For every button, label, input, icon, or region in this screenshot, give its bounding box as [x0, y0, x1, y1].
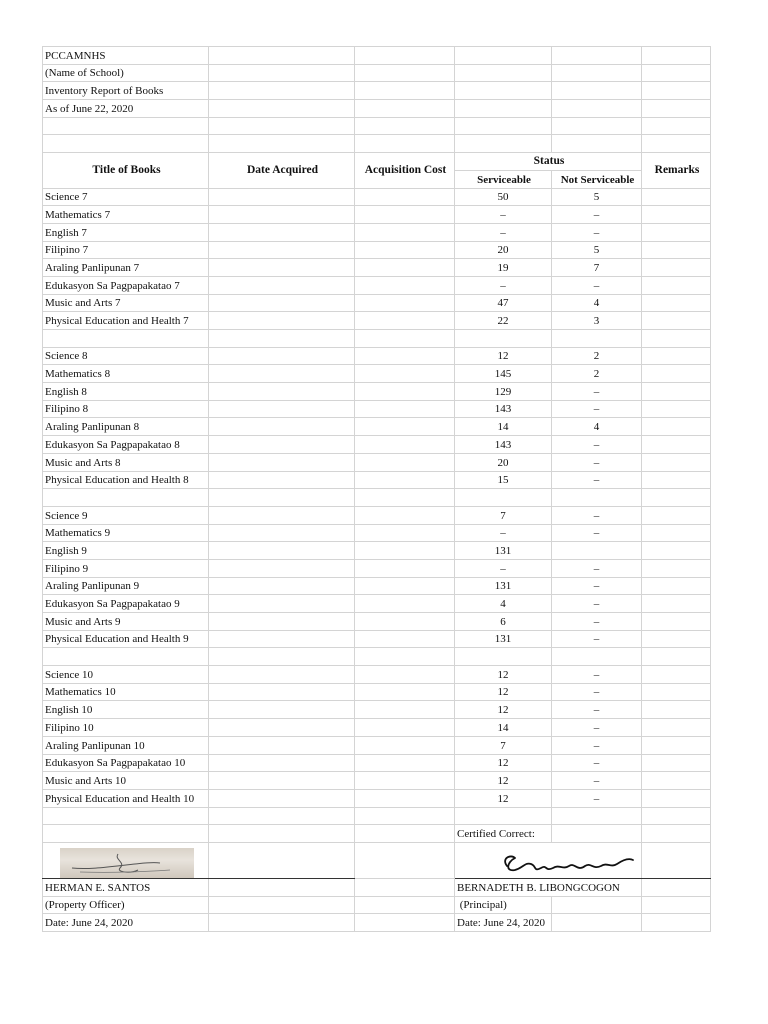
acquisition-cost-cell: [355, 559, 455, 577]
date-acquired-cell: [209, 347, 355, 365]
acquisition-cost-cell: [355, 453, 455, 471]
school-caption: (Name of School): [43, 64, 209, 82]
remarks-cell: [642, 542, 711, 560]
serviceable-count: 19: [455, 259, 552, 277]
remarks-cell: [642, 347, 711, 365]
col-status-header: Status: [455, 153, 642, 171]
remarks-cell: [642, 524, 711, 542]
date-acquired-cell: [209, 453, 355, 471]
remarks-cell: [642, 471, 711, 489]
remarks-cell: [642, 418, 711, 436]
remarks-cell: [642, 400, 711, 418]
table-row: [43, 719, 711, 737]
serviceable-count: 47: [455, 294, 552, 312]
book-title: English 7: [43, 223, 209, 241]
date-acquired-cell: [209, 666, 355, 684]
book-title: Edukasyon Sa Pagpapakatao 9: [43, 595, 209, 613]
acquisition-cost-cell: [355, 276, 455, 294]
not-serviceable-count: –: [552, 719, 642, 737]
col-serviceable-header: Serviceable: [455, 170, 552, 188]
not-serviceable-count: –: [552, 206, 642, 224]
serviceable-count: 143: [455, 400, 552, 418]
remarks-cell: [642, 559, 711, 577]
acquisition-cost-cell: [355, 630, 455, 648]
inventory-sheet: [42, 46, 711, 932]
table-row: [43, 223, 711, 241]
date-acquired-cell: [209, 276, 355, 294]
principal-role: (Principal): [455, 896, 552, 914]
serviceable-count: 131: [455, 630, 552, 648]
date-acquired-cell: [209, 789, 355, 807]
date-acquired-cell: [209, 701, 355, 719]
remarks-cell: [642, 736, 711, 754]
table-row: [43, 436, 711, 454]
serviceable-count: 7: [455, 736, 552, 754]
col-date-header: Date Acquired: [209, 153, 355, 188]
table-row: [43, 206, 711, 224]
acquisition-cost-cell: [355, 524, 455, 542]
acquisition-cost-cell: [355, 577, 455, 595]
certified-correct: Certified Correct:: [455, 825, 552, 843]
date-acquired-cell: [209, 772, 355, 790]
date-acquired-cell: [209, 471, 355, 489]
serviceable-count: 129: [455, 383, 552, 401]
serviceable-count: –: [455, 206, 552, 224]
acquisition-cost-cell: [355, 754, 455, 772]
remarks-cell: [642, 789, 711, 807]
serviceable-count: 14: [455, 719, 552, 737]
remarks-cell: [642, 754, 711, 772]
principal-signature: [497, 848, 637, 878]
date-acquired-cell: [209, 418, 355, 436]
serviceable-count: 14: [455, 418, 552, 436]
not-serviceable-count: 2: [552, 347, 642, 365]
serviceable-count: 12: [455, 701, 552, 719]
serviceable-count: 12: [455, 789, 552, 807]
remarks-cell: [642, 383, 711, 401]
date-acquired-cell: [209, 294, 355, 312]
book-title: Music and Arts 10: [43, 772, 209, 790]
not-serviceable-count: 4: [552, 294, 642, 312]
table-row: [43, 347, 711, 365]
acquisition-cost-cell: [355, 241, 455, 259]
book-title: English 9: [43, 542, 209, 560]
remarks-cell: [642, 595, 711, 613]
not-serviceable-count: 2: [552, 365, 642, 383]
table-row: [43, 772, 711, 790]
book-title: Filipino 8: [43, 400, 209, 418]
property-officer-date: Date: June 24, 2020: [43, 914, 209, 932]
table-row: [43, 400, 711, 418]
table-row: [43, 559, 711, 577]
table-row: [43, 666, 711, 684]
not-serviceable-count: 7: [552, 259, 642, 277]
acquisition-cost-cell: [355, 683, 455, 701]
remarks-cell: [642, 294, 711, 312]
remarks-cell: [642, 312, 711, 330]
acquisition-cost-cell: [355, 701, 455, 719]
not-serviceable-count: 3: [552, 312, 642, 330]
book-title: English 8: [43, 383, 209, 401]
not-serviceable-count: –: [552, 595, 642, 613]
report-title: Inventory Report of Books: [43, 82, 209, 100]
remarks-cell: [642, 772, 711, 790]
not-serviceable-count: –: [552, 772, 642, 790]
not-serviceable-count: –: [552, 383, 642, 401]
date-acquired-cell: [209, 559, 355, 577]
book-title: Physical Education and Health 8: [43, 471, 209, 489]
remarks-cell: [642, 613, 711, 631]
table-row: [43, 789, 711, 807]
date-acquired-cell: [209, 400, 355, 418]
acquisition-cost-cell: [355, 418, 455, 436]
not-serviceable-count: –: [552, 453, 642, 471]
book-title: Mathematics 7: [43, 206, 209, 224]
not-serviceable-count: –: [552, 276, 642, 294]
date-acquired-cell: [209, 312, 355, 330]
not-serviceable-count: –: [552, 471, 642, 489]
col-title-header: Title of Books: [43, 153, 209, 188]
table-row: [43, 701, 711, 719]
col-cost-header: Acquisition Cost: [355, 153, 455, 188]
not-serviceable-count: –: [552, 613, 642, 631]
table-row: [43, 736, 711, 754]
serviceable-count: 12: [455, 666, 552, 684]
table-row: [43, 188, 711, 206]
serviceable-count: 15: [455, 471, 552, 489]
book-title: Filipino 10: [43, 719, 209, 737]
book-title: Edukasyon Sa Pagpapakatao 8: [43, 436, 209, 454]
date-acquired-cell: [209, 754, 355, 772]
remarks-cell: [642, 701, 711, 719]
table-row: [43, 259, 711, 277]
remarks-cell: [642, 241, 711, 259]
remarks-cell: [642, 188, 711, 206]
book-title: Physical Education and Health 7: [43, 312, 209, 330]
serviceable-count: 4: [455, 595, 552, 613]
remarks-cell: [642, 577, 711, 595]
acquisition-cost-cell: [355, 294, 455, 312]
table-row: [43, 365, 711, 383]
spacer-row: [43, 648, 711, 666]
table-row: [43, 613, 711, 631]
remarks-cell: [642, 259, 711, 277]
serviceable-count: 20: [455, 453, 552, 471]
acquisition-cost-cell: [355, 223, 455, 241]
book-title: Araling Panlipunan 10: [43, 736, 209, 754]
book-title: Music and Arts 7: [43, 294, 209, 312]
serviceable-count: 6: [455, 613, 552, 631]
not-serviceable-count: [552, 542, 642, 560]
serviceable-count: 143: [455, 436, 552, 454]
book-title: Mathematics 10: [43, 683, 209, 701]
table-row: [43, 453, 711, 471]
date-acquired-cell: [209, 436, 355, 454]
table-row: [43, 595, 711, 613]
property-officer-signature: [60, 848, 194, 878]
not-serviceable-count: –: [552, 630, 642, 648]
table-row: [43, 683, 711, 701]
date-acquired-cell: [209, 506, 355, 524]
remarks-cell: [642, 683, 711, 701]
acquisition-cost-cell: [355, 400, 455, 418]
acquisition-cost-cell: [355, 383, 455, 401]
not-serviceable-count: –: [552, 436, 642, 454]
book-title: Araling Panlipunan 7: [43, 259, 209, 277]
table-row: [43, 294, 711, 312]
book-title: Mathematics 9: [43, 524, 209, 542]
date-acquired-cell: [209, 630, 355, 648]
book-title: Science 8: [43, 347, 209, 365]
table-row: [43, 542, 711, 560]
date-acquired-cell: [209, 383, 355, 401]
remarks-cell: [642, 276, 711, 294]
acquisition-cost-cell: [355, 736, 455, 754]
acquisition-cost-cell: [355, 206, 455, 224]
serviceable-count: 20: [455, 241, 552, 259]
acquisition-cost-cell: [355, 188, 455, 206]
remarks-cell: [642, 666, 711, 684]
date-acquired-cell: [209, 241, 355, 259]
date-acquired-cell: [209, 365, 355, 383]
serviceable-count: –: [455, 276, 552, 294]
serviceable-count: 145: [455, 365, 552, 383]
remarks-cell: [642, 719, 711, 737]
remarks-cell: [642, 223, 711, 241]
principal-name: BERNADETH B. LIBONGCOGON: [455, 878, 642, 896]
acquisition-cost-cell: [355, 719, 455, 737]
acquisition-cost-cell: [355, 259, 455, 277]
serviceable-count: 50: [455, 188, 552, 206]
book-title: Science 9: [43, 506, 209, 524]
table-row: [43, 312, 711, 330]
not-serviceable-count: –: [552, 736, 642, 754]
acquisition-cost-cell: [355, 613, 455, 631]
date-acquired-cell: [209, 188, 355, 206]
not-serviceable-count: 4: [552, 418, 642, 436]
serviceable-count: 131: [455, 542, 552, 560]
acquisition-cost-cell: [355, 789, 455, 807]
not-serviceable-count: –: [552, 524, 642, 542]
principal-date: Date: June 24, 2020: [455, 914, 552, 932]
serviceable-count: 12: [455, 772, 552, 790]
table-row: [43, 241, 711, 259]
serviceable-count: 12: [455, 683, 552, 701]
book-title: Mathematics 8: [43, 365, 209, 383]
not-serviceable-count: 5: [552, 241, 642, 259]
table-row: [43, 754, 711, 772]
date-acquired-cell: [209, 719, 355, 737]
acquisition-cost-cell: [355, 666, 455, 684]
not-serviceable-count: –: [552, 577, 642, 595]
remarks-cell: [642, 365, 711, 383]
book-title: Music and Arts 8: [43, 453, 209, 471]
not-serviceable-count: 5: [552, 188, 642, 206]
acquisition-cost-cell: [355, 347, 455, 365]
not-serviceable-count: –: [552, 223, 642, 241]
book-title: Science 10: [43, 666, 209, 684]
serviceable-count: –: [455, 223, 552, 241]
book-title: Araling Panlipunan 9: [43, 577, 209, 595]
book-title: Physical Education and Health 10: [43, 789, 209, 807]
table-row: [43, 524, 711, 542]
book-title: Edukasyon Sa Pagpapakatao 7: [43, 276, 209, 294]
not-serviceable-count: –: [552, 400, 642, 418]
acquisition-cost-cell: [355, 506, 455, 524]
acquisition-cost-cell: [355, 312, 455, 330]
not-serviceable-count: –: [552, 666, 642, 684]
serviceable-count: 12: [455, 754, 552, 772]
acquisition-cost-cell: [355, 772, 455, 790]
remarks-cell: [642, 630, 711, 648]
col-not-serviceable-header: Not Serviceable: [552, 170, 642, 188]
acquisition-cost-cell: [355, 436, 455, 454]
table-row: [43, 630, 711, 648]
serviceable-count: –: [455, 524, 552, 542]
date-acquired-cell: [209, 613, 355, 631]
table-row: [43, 471, 711, 489]
date-acquired-cell: [209, 223, 355, 241]
serviceable-count: 22: [455, 312, 552, 330]
date-acquired-cell: [209, 542, 355, 560]
serviceable-count: 12: [455, 347, 552, 365]
table-row: [43, 383, 711, 401]
serviceable-count: 7: [455, 506, 552, 524]
not-serviceable-count: –: [552, 701, 642, 719]
remarks-cell: [642, 506, 711, 524]
table-row: [43, 276, 711, 294]
report-date: As of June 22, 2020: [43, 100, 209, 118]
date-acquired-cell: [209, 577, 355, 595]
spacer-row: [43, 330, 711, 348]
serviceable-count: –: [455, 559, 552, 577]
date-acquired-cell: [209, 683, 355, 701]
acquisition-cost-cell: [355, 365, 455, 383]
date-acquired-cell: [209, 736, 355, 754]
remarks-cell: [642, 436, 711, 454]
not-serviceable-count: –: [552, 506, 642, 524]
table-row: [43, 506, 711, 524]
date-acquired-cell: [209, 206, 355, 224]
acquisition-cost-cell: [355, 595, 455, 613]
not-serviceable-count: –: [552, 754, 642, 772]
table-row: [43, 418, 711, 436]
book-title: Science 7: [43, 188, 209, 206]
book-title: Araling Panlipunan 8: [43, 418, 209, 436]
date-acquired-cell: [209, 259, 355, 277]
not-serviceable-count: –: [552, 559, 642, 577]
acquisition-cost-cell: [355, 471, 455, 489]
remarks-cell: [642, 206, 711, 224]
remarks-cell: [642, 453, 711, 471]
date-acquired-cell: [209, 524, 355, 542]
not-serviceable-count: –: [552, 789, 642, 807]
book-title: Edukasyon Sa Pagpapakatao 10: [43, 754, 209, 772]
property-officer-role: (Property Officer): [43, 896, 209, 914]
book-title: Music and Arts 9: [43, 613, 209, 631]
book-title: Filipino 7: [43, 241, 209, 259]
spacer-row: [43, 489, 711, 507]
col-remarks-header: Remarks: [642, 153, 711, 188]
book-title: Filipino 9: [43, 559, 209, 577]
date-acquired-cell: [209, 595, 355, 613]
acquisition-cost-cell: [355, 542, 455, 560]
book-title: Physical Education and Health 9: [43, 630, 209, 648]
table-row: [43, 577, 711, 595]
school-name: PCCAMNHS: [43, 47, 209, 65]
not-serviceable-count: –: [552, 683, 642, 701]
property-officer-name: HERMAN E. SANTOS: [43, 878, 209, 896]
serviceable-count: 131: [455, 577, 552, 595]
book-title: English 10: [43, 701, 209, 719]
